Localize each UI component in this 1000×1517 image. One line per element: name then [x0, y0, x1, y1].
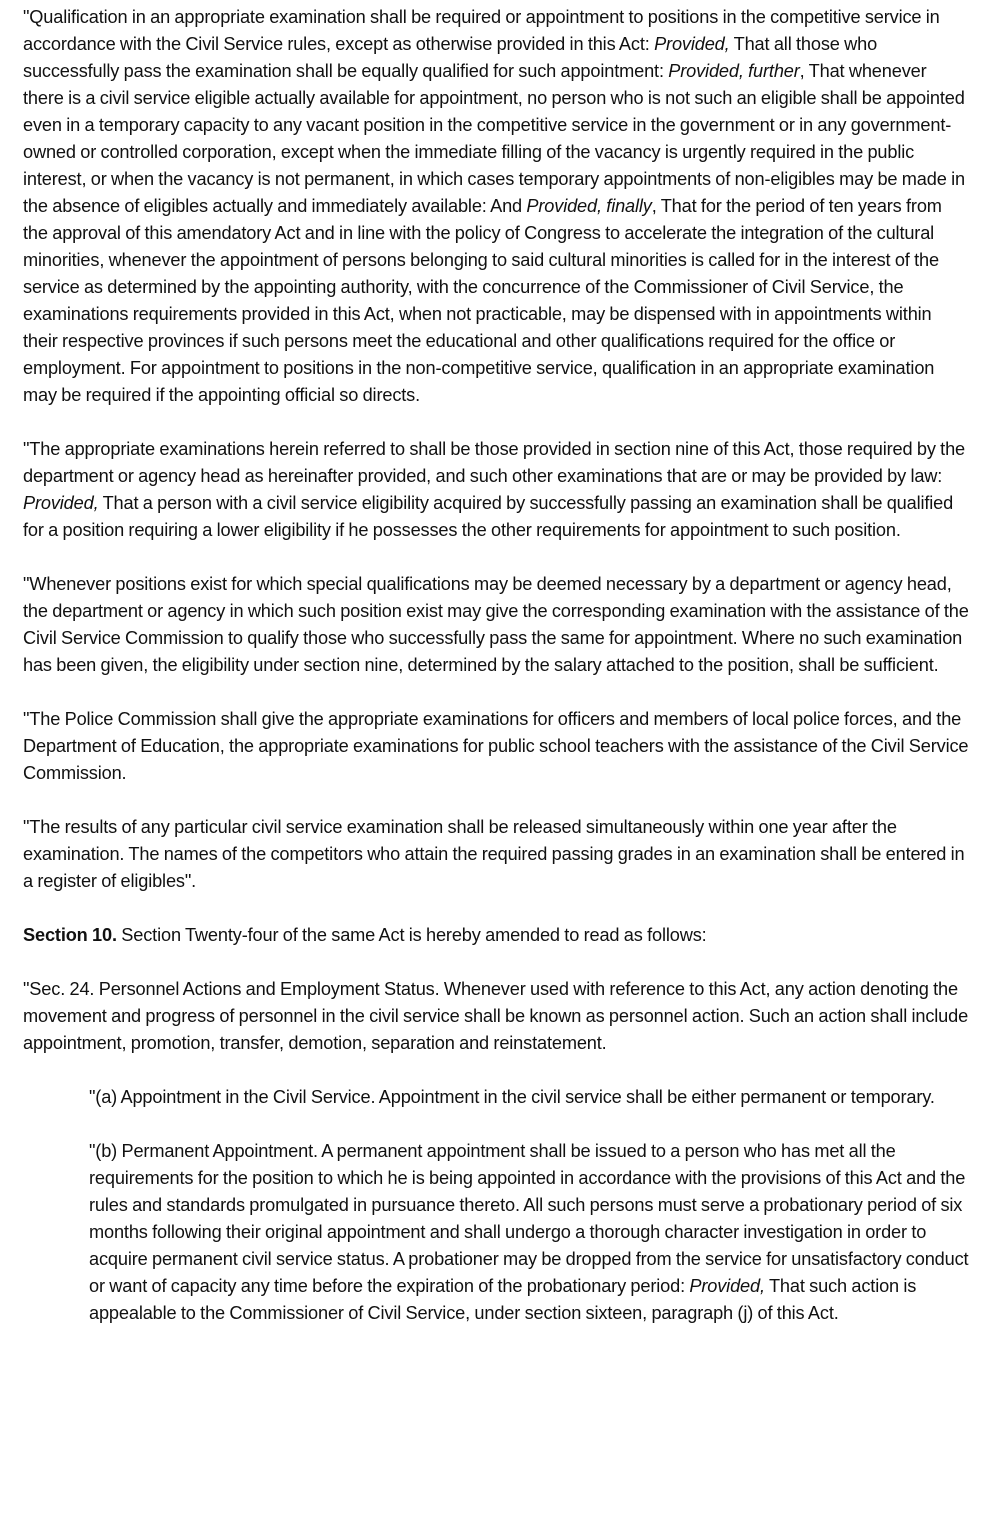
italic-provided: Provided, [654, 34, 730, 54]
paragraph-sub-b: "(b) Permanent Appointment. A permanent appointment shall be issued to a person who has met all the requirements for the position to which he is being appointed in accordance with the provisions of this Act and the rules and standards promulgated in pursuance thereto. All such persons must serve a probationary period of six months following their original appointment and shall undergo a thorough character investigation in order to acquire permanent civil service status. A probationer may be dropped from the service for unsatisfactory conduct or want of capacity any time before the expiration of the probationary period: Provided, That such action is appealable to the Commissioner of Civil Service, under section sixteen, paragraph (j) of this Act. [89, 1141, 969, 1323]
paragraph-qualification: "Qualification in an appropriate examination shall be required or appointment to positions in the competitive service in accordance with the Civil Service rules, except as otherwise provided in this Act: Provided, That all those who successfully pass the examination shall be equally qualified for such appointment: Provided, further, That whenever there is a civil service eligible actually available for appointment, no person who is not such an eligible shall be appointed even in a temporary capacity to any vacant position in the competitive service in the government or in any government-owned or controlled corporation, except when the immediate filling of the vacancy is urgently required in the public interest, or when the vacancy is not permanent, in which cases temporary appointments of non-eligibles may be made in the absence of eligibles actually and immediately available: And Provided, finally, That for the period of ten years from the approval of this amendatory Act and in line with the policy of Congress to accelerate the integration of the cultural minorities, whenever the appointment of persons belonging to said cultural minorities is called for in the interest of the service as determined by the appointing authority, with the concurrence of the Commissioner of Civil Service, the examinations requirements provided in this Act, when not practicable, may be dispensed with in appointments within their respective provinces if such persons meet the educational and other qualifications required for the office or employment. For appointment to positions in the non-competitive service, qualification in an appropriate examination may be required if the appointing official so directs. [23, 7, 965, 405]
paragraph-special-qualifications: "Whenever positions exist for which special qualifications may be deemed necessary by a department or agency head, the department or agency in which such position exist may give the corresponding examination with the assistance of the Civil Service Commission to qualify those who successfully pass the same for appointment. Where no such examination has been given, the eligibility under section nine, determined by the salary attached to the position, shall be sufficient. [23, 574, 969, 675]
section-heading: Section 10. [23, 925, 117, 945]
paragraph-sec-24: "Sec. 24. Personnel Actions and Employment Status. Whenever used with reference to this Act, any action denoting the movement and progress of personnel in the civil service shall be known as personnel action. Such an action shall include appointment, promotion, transfer, demotion, separation and reinstatement. [23, 979, 969, 1053]
paragraph-police-commission: "The Police Commission shall give the appropriate examinations for officers and members of local police forces, and the Department of Education, the appropriate examinations for public school teachers with the assistance of the Civil Service Commission. [23, 709, 969, 783]
italic-provided: Provided, [23, 493, 99, 513]
paragraph-appropriate-examinations: "The appropriate examinations herein referred to shall be those provided in section nine of this Act, those required by the department or agency head as hereinafter provided, and such other examinations that are or may be provided by law: Provided, That a person with a civil service eligibility acquired by successfully passing an examination shall be qualified for a position requiring a lower eligibility if he possesses the other requirements for appointment to such position. [23, 439, 966, 540]
paragraph-sub-a: "(a) Appointment in the Civil Service. Appointment in the civil service shall be either permanent or temporary. [89, 1087, 935, 1107]
italic-provided-further: Provided, further [668, 61, 800, 81]
paragraph-exam-results: "The results of any particular civil service examination shall be released simultaneously within one year after the examination. The names of the competitors who attain the required passing grades in an examination shall be entered in a register of eligibles". [23, 817, 965, 891]
paragraph-section-10: Section 10. Section Twenty-four of the same Act is hereby amended to read as follows: [23, 925, 707, 945]
italic-provided-finally: Provided, finally [526, 196, 652, 216]
italic-provided: Provided, [689, 1276, 765, 1296]
